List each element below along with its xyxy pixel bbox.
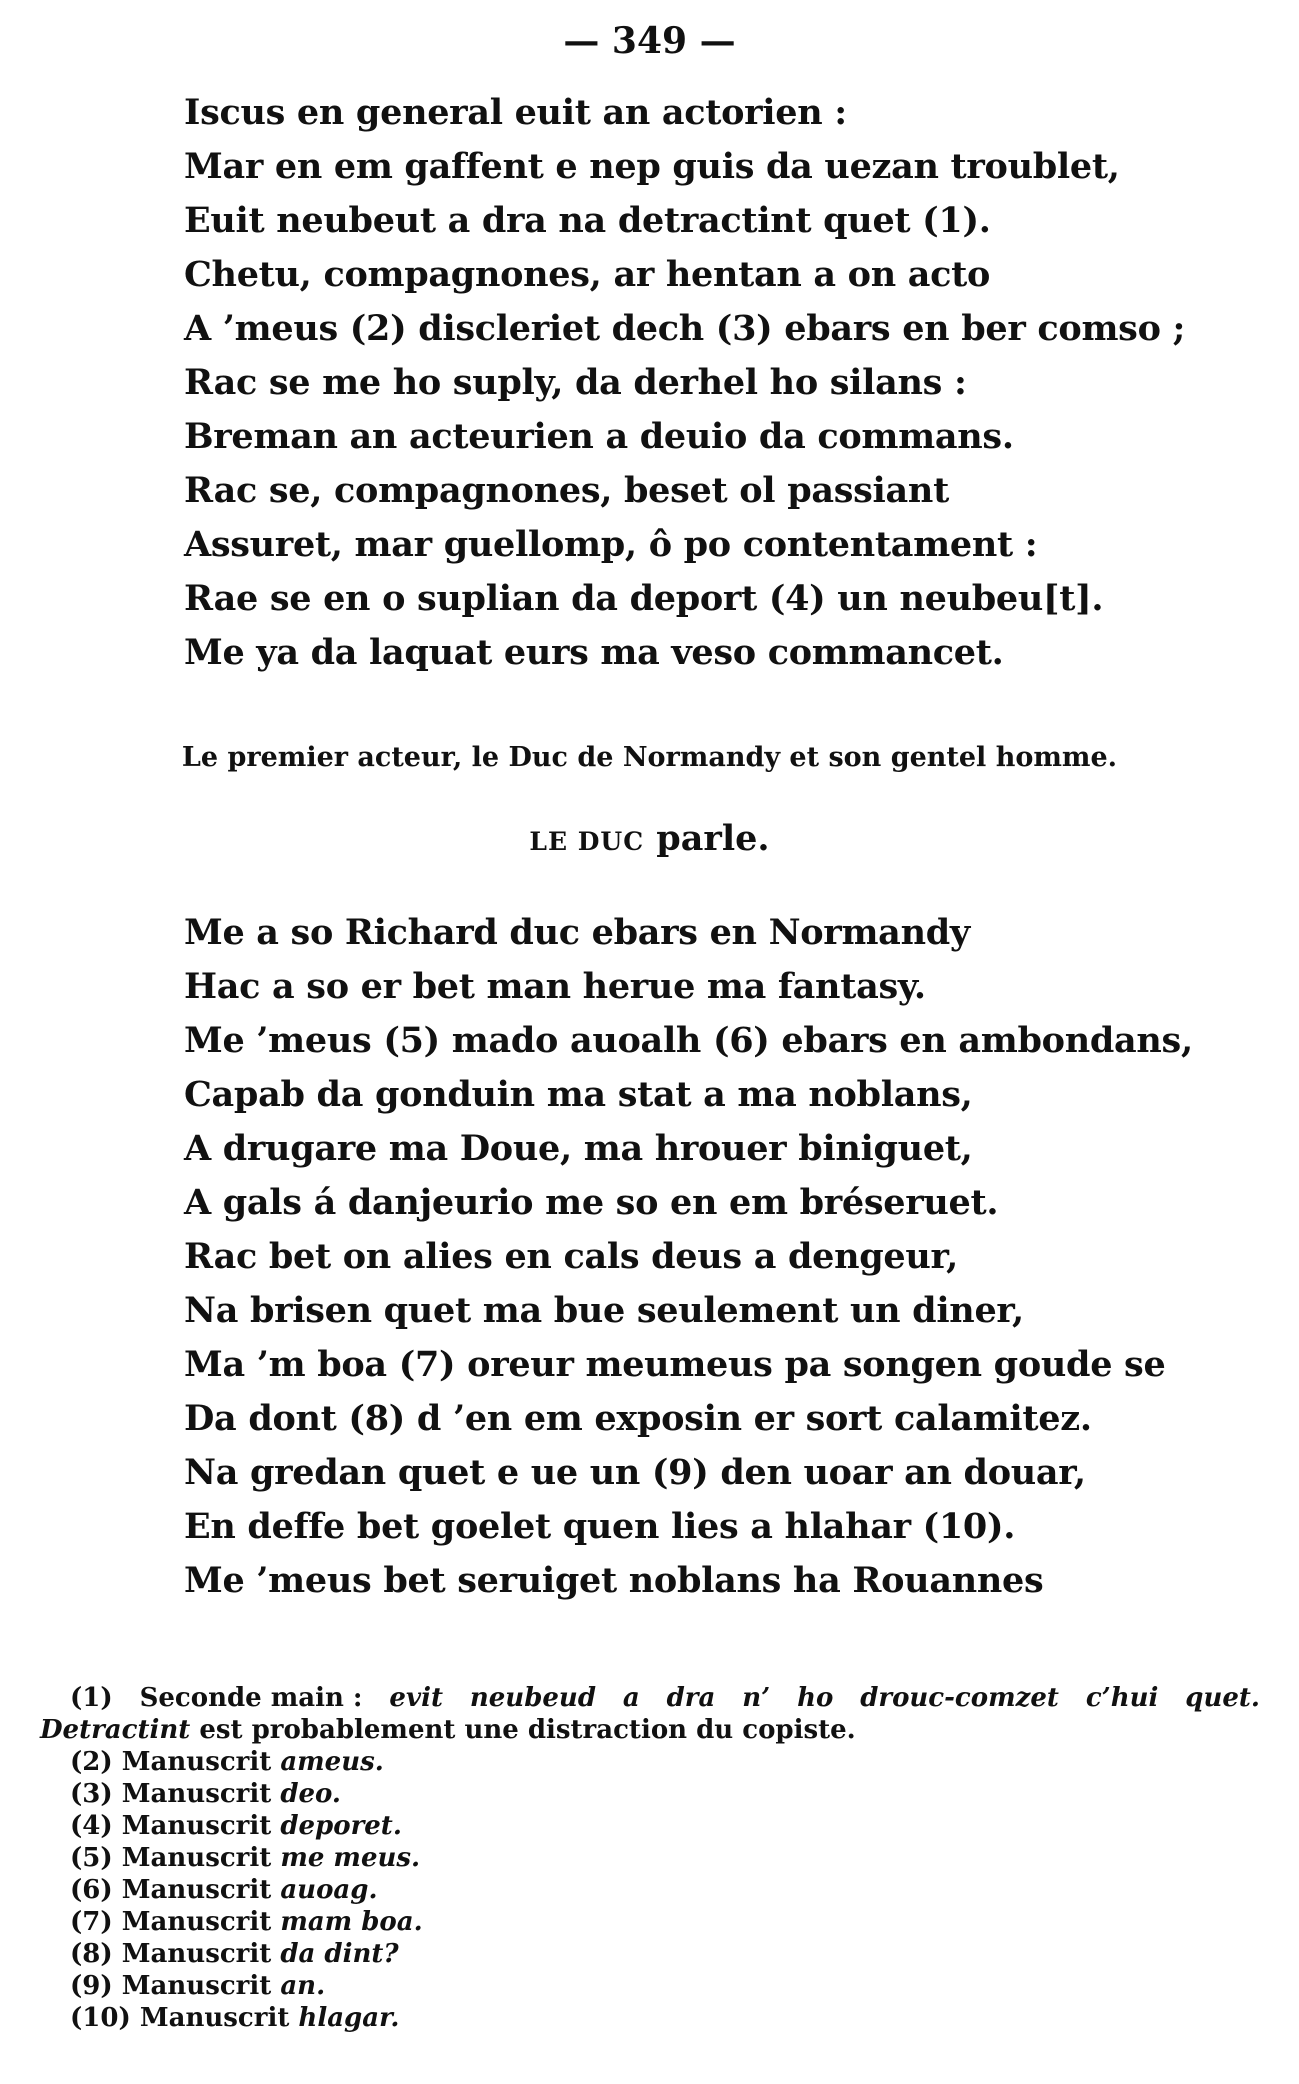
verse-line: Euit neubeut a dra na detractint quet (1). [184, 200, 991, 241]
footnote-label: Manuscrit [139, 2003, 290, 2033]
footnote-value: an. [280, 1971, 326, 2001]
verse-line: Capab da gonduin ma stat a ma noblans, [184, 1074, 973, 1115]
footnote-label: Manuscrit [121, 1971, 272, 2001]
verse-line: Hac a so er bet man herue ma fantasy. [184, 966, 926, 1007]
footnote-mark: (4) [70, 1811, 113, 1841]
verse-line: Da dont (8) d ’en em exposin er sort calamitez. [184, 1398, 1092, 1439]
footnote-word: drouc-comzet [860, 1683, 1059, 1713]
footnote-mark: (9) [70, 1971, 113, 2001]
footnote-label: Manuscrit [121, 1747, 272, 1777]
footnote-label: Manuscrit [121, 1907, 272, 1937]
footnote-label: Manuscrit [121, 1939, 272, 1969]
footnote-word: dra [666, 1683, 716, 1713]
footnote-label: Manuscrit [121, 1843, 272, 1873]
verse-line: Rac bet on alies en cals deus a dengeur, [184, 1236, 959, 1277]
verse-line: En deffe bet goelet quen lies a hlahar (10). [184, 1506, 1016, 1547]
footnote-mark: (7) [70, 1907, 113, 1937]
verse-line: Na gredan quet e ue un (9) den uoar an douar, [184, 1452, 1086, 1493]
footnote-mark: (6) [70, 1875, 113, 1905]
footnote-word: ho [797, 1683, 834, 1713]
footnote-mark: (10) [70, 2003, 131, 2033]
verse-line: Iscus en general euit an actorien : [184, 92, 847, 133]
verse-line: Me a so Richard duc ebars en Normandy [184, 912, 970, 953]
footnote-value: mam boa. [280, 1907, 423, 1937]
verse-line: Rac se, compagnones, beset ol passiant [184, 470, 949, 511]
footnote-label: Manuscrit [121, 1811, 272, 1841]
verse-line: A gals á danjeurio me so en em bréseruet. [184, 1182, 999, 1223]
footnote-text: est probablement une distraction du copiste. [199, 1715, 856, 1745]
footnote-5 [40, 1842, 1260, 1874]
footnotes [40, 1682, 1260, 2034]
footnote-6 [40, 1874, 1260, 1906]
verse-line: Assuret, mar guellomp, ô po contentament : [184, 524, 1038, 565]
footnote-7 [40, 1906, 1260, 1938]
footnote-value: hlagar. [298, 2003, 400, 2033]
footnote-lead: Seconde main : [139, 1683, 363, 1713]
footnote-1-continuation [40, 1714, 1260, 1746]
verse-line: Chetu, compagnones, ar hentan a on acto [184, 254, 991, 295]
speaker-verb: parle. [656, 818, 770, 859]
verse-line: Me ’meus bet seruiget noblans ha Rouannes [184, 1560, 1044, 1601]
footnote-value: me meus. [280, 1843, 421, 1873]
footnote-label: Manuscrit [121, 1875, 272, 1905]
footnote-word: c’hui [1085, 1683, 1159, 1713]
footnote-value: deporet. [280, 1811, 402, 1841]
footnote-8 [40, 1938, 1260, 1970]
footnote-word: n’ [742, 1683, 771, 1713]
page-number: — 349 — [563, 20, 736, 62]
footnote-word: quet. [1185, 1683, 1260, 1713]
footnote-word: a [622, 1683, 640, 1713]
verse-block-2 [184, 906, 1193, 1608]
footnote-mark: (8) [70, 1939, 113, 1969]
footnote-mark: (3) [70, 1779, 113, 1809]
speaker-name: LE DUC [529, 827, 645, 856]
footnote-9 [40, 1970, 1260, 2002]
footnote-word: evit [389, 1683, 443, 1713]
footnote-value: auoag. [280, 1875, 378, 1905]
verse-line: Ma ’m boa (7) oreur meumeus pa songen goude se [184, 1344, 1166, 1385]
verse-line: Breman an acteurien a deuio da commans. [184, 416, 1014, 457]
footnote-mark: (1) [70, 1683, 113, 1713]
verse-line: Me ya da laquat eurs ma veso commancet. [184, 632, 1004, 673]
footnote-mark: (2) [70, 1747, 113, 1777]
footnote-italic: Detractint [40, 1715, 191, 1745]
footnote-value: ameus. [280, 1747, 384, 1777]
verse-block-1 [184, 86, 1185, 680]
footnote-2 [40, 1746, 1260, 1778]
footnote-value: deo. [280, 1779, 341, 1809]
footnote-3 [40, 1778, 1260, 1810]
verse-line: Na brisen quet ma bue seulement un diner, [184, 1290, 1024, 1331]
footnote-1 [40, 1682, 1260, 1714]
footnote-4 [40, 1810, 1260, 1842]
verse-line: Me ’meus (5) mado auoalh (6) ebars en ambondans, [184, 1020, 1193, 1061]
verse-line: A drugare ma Doue, ma hrouer biniguet, [184, 1128, 973, 1169]
verse-line: Rae se en o suplian da deport (4) un neubeu[t]. [184, 578, 1104, 619]
footnote-label: Manuscrit [121, 1779, 272, 1809]
verse-line: Rac se me ho suply, da derhel ho silans : [184, 362, 967, 403]
verse-line: Mar en em gaffent e nep guis da uezan troublet, [184, 146, 1120, 187]
footnote-mark: (5) [70, 1843, 113, 1873]
verse-line: A ’meus (2) discleriet dech (3) ebars en ber comso ; [184, 308, 1186, 349]
speaker-heading [0, 818, 1299, 859]
footnote-word: neubeud [469, 1683, 596, 1713]
stage-direction: Le premier acteur, le Duc de Normandy et son gentel homme. [181, 742, 1118, 773]
footnote-value: da dint? [280, 1939, 399, 1969]
footnote-10 [40, 2002, 1260, 2034]
